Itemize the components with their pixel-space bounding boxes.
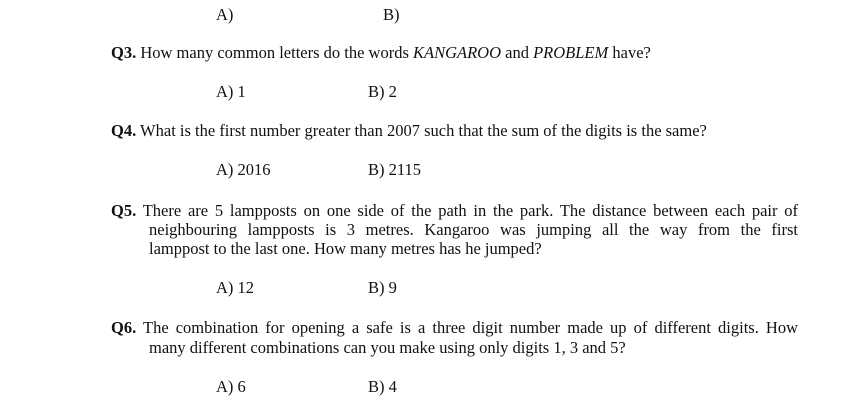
q2-option-b: B) [383, 5, 400, 24]
q5-line2: neighbouring lampposts is 3 metres. Kangaroo was jumping all the way from the first [149, 220, 798, 239]
q3-option-b: B) 2 [368, 82, 397, 101]
q5-number: Q5. [111, 201, 137, 220]
q3-option-a: A) 1 [216, 82, 246, 101]
q4-option-b: B) 2115 [368, 160, 422, 179]
q5-question-line1 [111, 201, 798, 221]
q3-word-kangaroo: KANGAROO [413, 43, 502, 62]
q3-question [111, 43, 651, 63]
q6-question-line1 [111, 318, 798, 338]
q4-number: Q4. [111, 121, 137, 140]
q3-number: Q3. [111, 43, 137, 62]
q6-option-b: B) 4 [368, 377, 397, 396]
q5-option-b: B) 9 [368, 278, 397, 297]
q3-text-after: have? [608, 43, 651, 62]
q5-line3: lamppost to the last one. How many metres has he jumped? [149, 239, 542, 258]
q6-line1: The combination for opening a safe is a three digit number made up of different digits. How [143, 318, 798, 337]
q2-option-a: A) [216, 5, 234, 24]
q4-question [111, 121, 707, 141]
q5-option-a: A) 12 [216, 278, 255, 297]
q4-text: What is the first number greater than 2007 such that the sum of the digits is the same? [140, 121, 707, 140]
q4-option-a: A) 2016 [216, 160, 271, 179]
q5-line1: There are 5 lampposts on one side of the path in the park. The distance between each pair of [142, 201, 799, 220]
q3-text-and: and [501, 43, 534, 62]
q3-word-problem: PROBLEM [533, 43, 609, 62]
q3-text-before: How many common letters do the words [140, 43, 414, 62]
q6-option-a: A) 6 [216, 377, 246, 396]
q6-line2: many different combinations can you make using only digits 1, 3 and 5? [149, 338, 626, 357]
q6-number: Q6. [111, 318, 137, 337]
